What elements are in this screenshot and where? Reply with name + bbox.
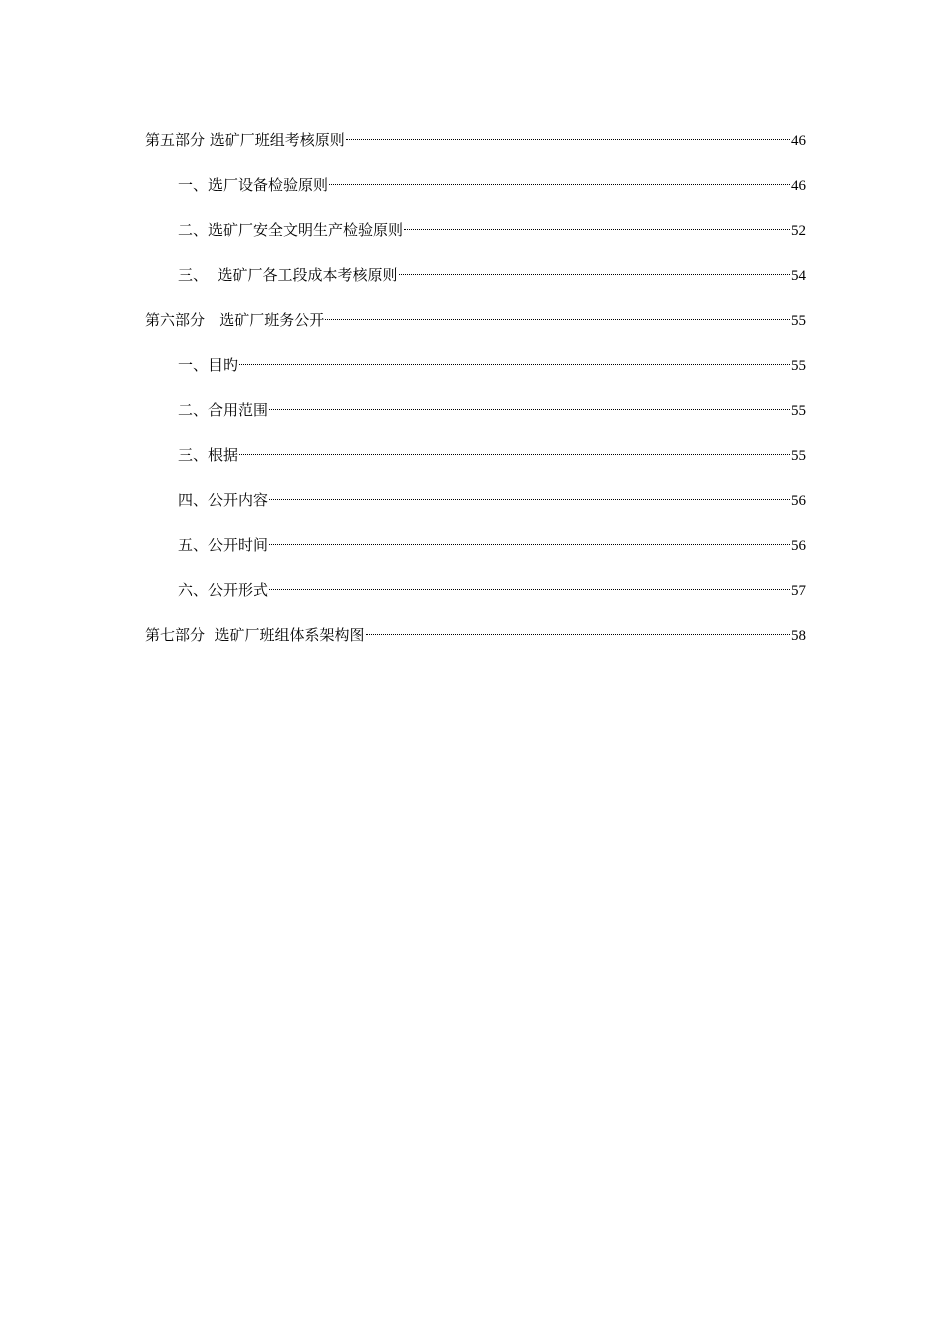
- toc-dot-leader: [269, 569, 790, 590]
- toc-entry[interactable]: [145, 304, 806, 349]
- toc-entry[interactable]: [145, 574, 806, 619]
- toc-page-number: 57: [791, 583, 806, 599]
- toc-entry[interactable]: [145, 619, 806, 664]
- table-of-contents: [145, 124, 806, 664]
- toc-entry[interactable]: [145, 169, 806, 214]
- toc-dot-leader: [269, 479, 790, 500]
- toc-page-number: 55: [791, 313, 806, 329]
- toc-entry-label: 一、目旳: [178, 356, 239, 374]
- toc-entry[interactable]: [145, 124, 806, 169]
- toc-entry-label: 三、 选矿厂各工段成本考核原则: [178, 266, 398, 284]
- toc-dot-leader: [239, 344, 790, 365]
- toc-dot-leader: [399, 254, 790, 275]
- toc-entry-label: 第五部分 选矿厂班组考核原则: [145, 131, 345, 149]
- toc-page-number: 52: [791, 223, 806, 239]
- toc-page-number: 56: [791, 493, 806, 509]
- toc-page-number: 56: [791, 538, 806, 554]
- toc-entry-label: 二、选矿厂安全文明生产检验原则: [178, 221, 404, 239]
- toc-entry[interactable]: [145, 349, 806, 394]
- toc-entry-label: 三、根据: [178, 446, 239, 464]
- toc-entry-label: 一、选厂设备检验原则: [178, 176, 329, 194]
- toc-entry[interactable]: [145, 439, 806, 484]
- toc-entry-label: 四、公开内容: [178, 491, 269, 509]
- toc-dot-leader: [346, 119, 790, 140]
- toc-page-number: 58: [791, 628, 806, 644]
- toc-dot-leader: [269, 389, 790, 410]
- toc-dot-leader: [239, 434, 790, 455]
- toc-entry[interactable]: [145, 529, 806, 574]
- toc-page-number: 46: [791, 133, 806, 149]
- toc-page-number: 54: [791, 268, 806, 284]
- toc-entry[interactable]: [145, 484, 806, 529]
- toc-page-number: 55: [791, 448, 806, 464]
- toc-dot-leader: [325, 299, 790, 320]
- toc-entry-label: 五、公开时间: [178, 536, 269, 554]
- toc-page-number: 46: [791, 178, 806, 194]
- toc-entry[interactable]: [145, 214, 806, 259]
- toc-page-number: 55: [791, 358, 806, 374]
- toc-entry-label: 六、公开形式: [178, 581, 269, 599]
- toc-entry-label: 第七部分 选矿厂班组体系架构图: [145, 626, 365, 644]
- toc-entry-label: 第六部分 选矿厂班务公开: [145, 311, 325, 329]
- toc-dot-leader: [404, 209, 790, 230]
- toc-page-number: 55: [791, 403, 806, 419]
- toc-entry[interactable]: [145, 394, 806, 439]
- toc-entry-label: 二、合用范围: [178, 401, 269, 419]
- toc-dot-leader: [366, 614, 790, 635]
- toc-dot-leader: [269, 524, 790, 545]
- toc-dot-leader: [329, 164, 790, 185]
- toc-entry[interactable]: [145, 259, 806, 304]
